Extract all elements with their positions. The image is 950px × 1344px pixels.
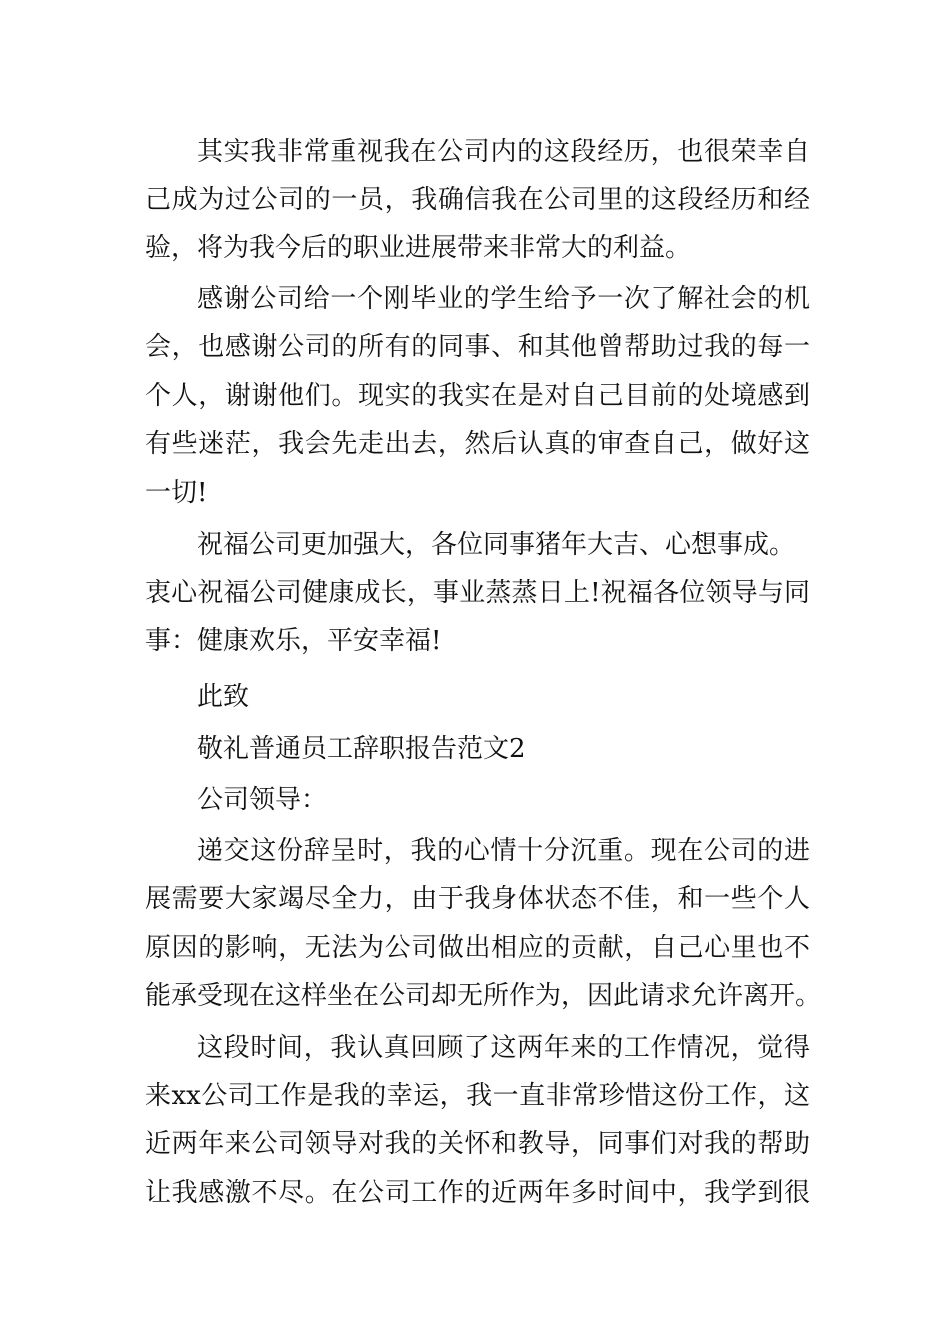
text-line: 验，将为我今后的职业进展带来非常大的利益。 bbox=[145, 233, 692, 263]
text-line: 能承受现在这样坐在公司却无所作为，因此请求允许离开。 bbox=[145, 981, 822, 1011]
closing-salutation: 此致 bbox=[197, 682, 250, 712]
text-line: 一切! bbox=[145, 478, 208, 508]
text-line: 来xx公司工作是我的幸运，我一直非常珍惜这份工作，这 bbox=[145, 1081, 810, 1111]
section-heading: 敬礼普通员工辞职报告范文2 bbox=[197, 734, 526, 764]
text-line: 祝福公司更加强大，各位同事猪年大吉、心想事成。 bbox=[197, 530, 796, 560]
text-line: 递交这份辞呈时，我的心情十分沉重。现在公司的进 bbox=[197, 836, 810, 866]
text-line: 让我感激不尽。在公司工作的近两年多时间中，我学到很 bbox=[145, 1178, 810, 1208]
text-line: 这段时间，我认真回顾了这两年来的工作情况，觉得 bbox=[197, 1033, 810, 1063]
addressee: 公司领导： bbox=[197, 785, 328, 815]
text-line: 展需要大家竭尽全力，由于我身体状态不佳，和一些个人 bbox=[145, 884, 810, 914]
text-line: 其实我非常重视我在公司内的这段经历，也很荣幸自 bbox=[197, 137, 810, 167]
text-line: 会，也感谢公司的所有的同事、和其他曾帮助过我的每一 bbox=[145, 332, 810, 362]
text-line: 己成为过公司的一员，我确信我在公司里的这段经历和经 bbox=[145, 185, 810, 215]
text-line: 近两年来公司领导对我的关怀和教导，同事们对我的帮助 bbox=[145, 1129, 810, 1159]
text-line: 有些迷茫，我会先走出去，然后认真的审查自己，做好这 bbox=[145, 429, 810, 459]
text-line: 感谢公司给一个刚毕业的学生给予一次了解社会的机 bbox=[197, 284, 810, 314]
text-line: 个人，谢谢他们。现实的我实在是对自己目前的处境感到 bbox=[145, 381, 810, 411]
text-line: 原因的影响，无法为公司做出相应的贡献，自己心里也不 bbox=[145, 933, 810, 963]
text-line: 事：健康欢乐，平安幸福! bbox=[145, 626, 442, 656]
text-line: 衷心祝福公司健康成长，事业蒸蒸日上!祝福各位领导与同 bbox=[145, 578, 810, 608]
